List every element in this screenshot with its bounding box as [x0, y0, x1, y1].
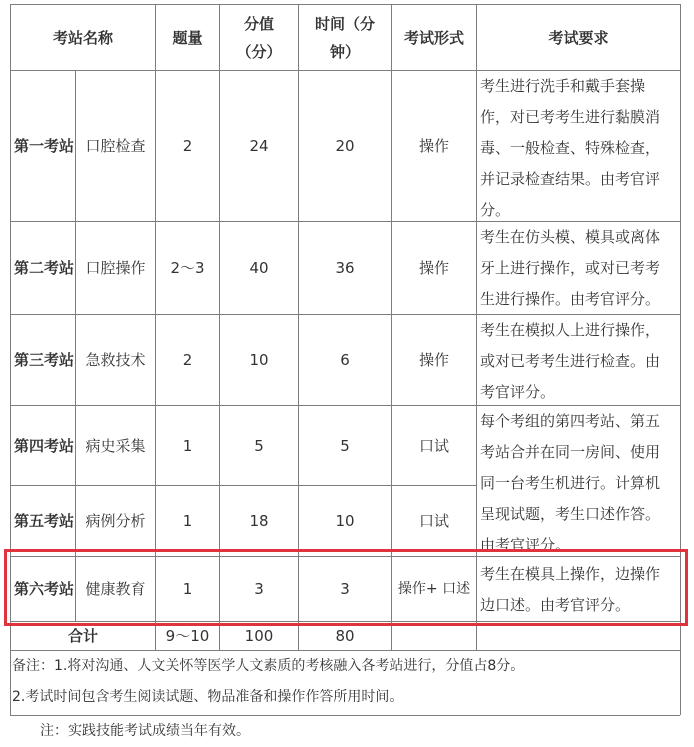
requirement-cell: 考生在模具上操作，边操作边口述。由考官评分。	[477, 557, 680, 621]
score-cell: 18	[249, 512, 269, 530]
station-cell: 第二考站	[14, 259, 75, 277]
header-count: 题量	[172, 28, 203, 47]
station-name-cell: 健康教育	[76, 557, 155, 621]
count-cell: 2	[182, 351, 193, 369]
score-cell: 24	[249, 137, 269, 155]
score-cell: 3	[220, 557, 298, 621]
form-cell: 操作	[418, 137, 449, 155]
score-cell: 10	[249, 351, 269, 369]
header-time: 时间（分钟）	[314, 14, 375, 61]
header-requirements: 考试要求	[548, 28, 609, 47]
requirement-cell: 考生在仿头模、模具或离体牙上进行操作，或对已考考生进行操作。由考官评分。	[480, 228, 661, 308]
station-cell: 第六考站	[14, 557, 74, 621]
count-cell: 2～3	[170, 259, 205, 277]
requirement-cell: 考生进行洗手和戴手套操作，对已考考生进行黏膜消毒、一般检查、特殊检查，并记录检查结果。由考官评分。	[480, 77, 661, 219]
form-cell: 口试	[418, 436, 449, 455]
note-3: 注：实践技能考试成绩当年有效。	[40, 723, 250, 739]
total-score: 100	[244, 627, 274, 645]
score-cell: 5	[254, 436, 264, 455]
score-cell: 40	[249, 259, 269, 277]
time-cell: 20	[335, 137, 355, 155]
header-form: 考试形式	[403, 28, 464, 47]
total-count: 9～10	[165, 627, 210, 645]
time-cell: 10	[335, 512, 355, 530]
station-cell: 第三考站	[14, 351, 75, 369]
station-cell: 第一考站	[14, 137, 75, 155]
count-cell: 2	[182, 137, 193, 155]
time-cell: 6	[340, 351, 350, 369]
station-name-cell: 病例分析	[85, 512, 146, 530]
note-1: 备注：1.将对沟通、人文关怀等医学人文素质的考核融入各考站进行，分值占8分。	[12, 658, 525, 674]
form-cell: 口试	[418, 512, 449, 530]
header-station-name: 考站名称	[52, 28, 113, 47]
note-2: 2.考试时间包含考生阅读试题、物品准备和操作作答所用时间。	[12, 689, 404, 705]
total-time: 80	[335, 627, 355, 645]
station-name-cell: 口腔检查	[85, 137, 146, 155]
form-cell: 操作	[418, 259, 449, 277]
requirement-cell: 考生在模拟人上进行操作，或对已考考生进行检查。由考官评分。	[480, 321, 661, 401]
form-cell: 操作+ 口述	[392, 557, 476, 621]
highlight-box	[4, 549, 688, 626]
requirement-cell-merged: 每个考组的第四考站、第五考站合并在同一房间、使用同一台考生机进行。计算机呈现试题，考生口述作答。由考官评分。	[480, 412, 661, 554]
grid-line	[10, 715, 680, 716]
header-score: 分值（分）	[236, 14, 282, 61]
count-cell: 1	[156, 557, 219, 621]
grid-line	[10, 650, 680, 651]
station-name-cell: 口腔操作	[85, 259, 146, 277]
time-cell: 36	[335, 259, 355, 277]
station-name-cell: 急救技术	[85, 351, 146, 369]
station-cell: 第四考站	[14, 436, 75, 455]
time-cell: 5	[340, 436, 350, 455]
form-cell: 操作	[418, 351, 449, 369]
time-cell: 3	[299, 557, 391, 621]
station-name-cell: 病史采集	[85, 436, 146, 455]
count-cell: 1	[182, 436, 193, 455]
count-cell: 1	[182, 512, 193, 530]
station-cell: 第五考站	[14, 512, 75, 530]
total-label: 合计	[67, 627, 98, 645]
